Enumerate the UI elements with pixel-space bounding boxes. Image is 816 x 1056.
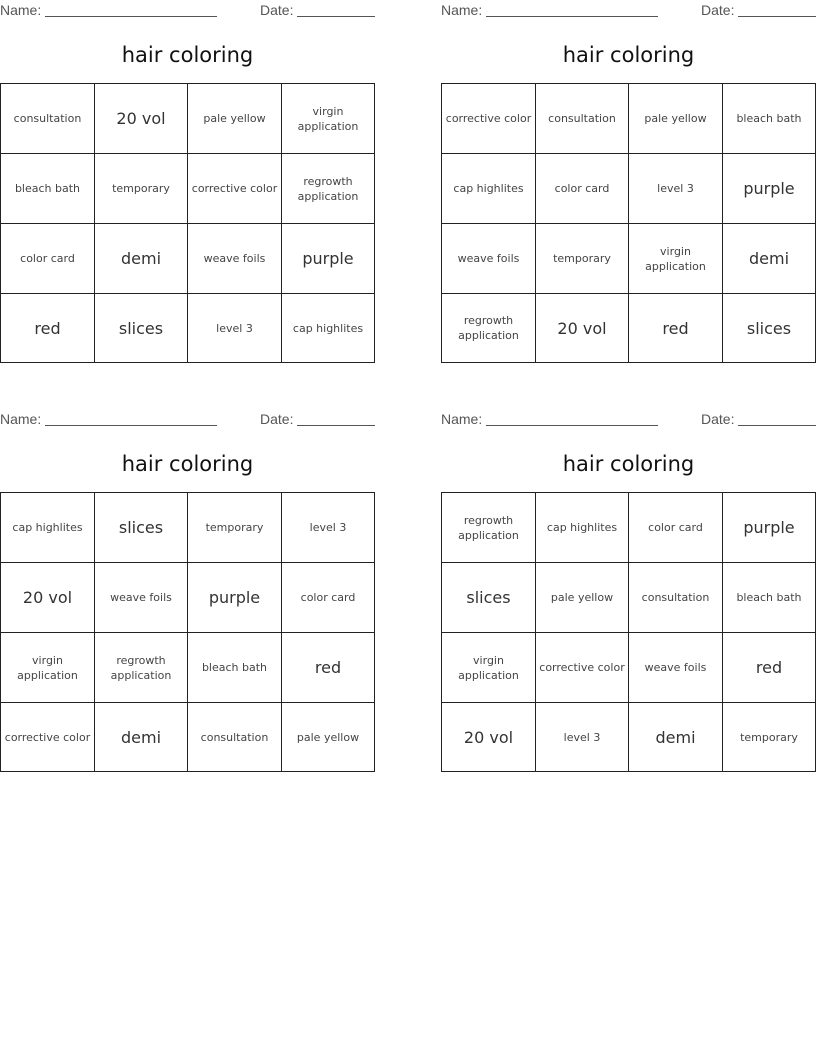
bingo-cell: 20 vol (1, 563, 95, 633)
bingo-cell: level 3 (188, 294, 282, 362)
name-blank-line (486, 16, 658, 17)
bingo-cell: purple (723, 154, 815, 224)
bingo-cell: regrowth application (282, 154, 374, 224)
name-label: Name: (0, 2, 42, 18)
bingo-cell: corrective color (188, 154, 282, 224)
date-blank-line (297, 425, 375, 426)
bingo-cell: pale yellow (188, 84, 282, 154)
bingo-cell: temporary (188, 493, 282, 563)
bingo-grid (441, 492, 816, 772)
bingo-cell: pale yellow (536, 563, 629, 633)
bingo-cell: 20 vol (536, 294, 629, 362)
bingo-cell: consultation (536, 84, 629, 154)
bingo-grid (0, 83, 375, 363)
card-title: hair coloring (121, 452, 254, 476)
bingo-cell: slices (95, 493, 188, 563)
bingo-card (441, 409, 816, 774)
name-blank-line (45, 425, 217, 426)
bingo-cell: purple (723, 493, 815, 563)
bingo-cell: color card (536, 154, 629, 224)
bingo-cell: demi (629, 703, 723, 771)
bingo-cell: temporary (740, 730, 798, 744)
date-label: Date: (701, 411, 735, 427)
bingo-cell: corrective color (536, 633, 629, 703)
bingo-cell: slices (95, 294, 188, 362)
bingo-cell: red (1, 294, 95, 362)
bingo-cell: virgin application (282, 84, 374, 154)
bingo-cell: demi (95, 224, 188, 294)
bingo-cell: pale yellow (296, 730, 360, 744)
bingo-cell: color card (1, 224, 95, 294)
bingo-cell: demi (95, 703, 188, 771)
bingo-cell: regrowth application (95, 633, 188, 703)
bingo-cell: level 3 (282, 493, 374, 563)
name-label: Name: (441, 411, 483, 427)
card-title: hair coloring (562, 43, 695, 67)
date-label: Date: (701, 2, 735, 18)
bingo-cell: 20 vol (442, 703, 536, 771)
bingo-cell: weave foils (629, 633, 723, 703)
bingo-card (441, 0, 816, 365)
date-label: Date: (260, 2, 294, 18)
bingo-cell: level 3 (536, 703, 629, 771)
bingo-cell: cap highlites (536, 493, 629, 563)
bingo-cell: cap highlites (292, 321, 364, 335)
bingo-cell: corrective color (442, 84, 536, 154)
bingo-cell: bleach bath (723, 563, 815, 633)
bingo-cell: bleach bath (723, 84, 815, 154)
card-title: hair coloring (121, 43, 254, 67)
bingo-cell: pale yellow (629, 84, 723, 154)
name-blank-line (486, 425, 658, 426)
name-date-header (0, 2, 375, 20)
bingo-cell: red (723, 633, 815, 703)
name-blank-line (45, 16, 217, 17)
date-blank-line (738, 16, 816, 17)
bingo-grid (0, 492, 375, 772)
bingo-cell: red (282, 633, 374, 703)
bingo-cell: bleach bath (188, 633, 282, 703)
date-blank-line (297, 16, 375, 17)
bingo-cell: red (629, 294, 723, 362)
bingo-cell: 20 vol (95, 84, 188, 154)
bingo-cell: bleach bath (1, 154, 95, 224)
bingo-cell: virgin application (442, 633, 536, 703)
bingo-card (0, 409, 375, 774)
bingo-cell: weave foils (95, 563, 188, 633)
bingo-cell: demi (723, 224, 815, 294)
card-title: hair coloring (562, 452, 695, 476)
bingo-cell: purple (188, 563, 282, 633)
bingo-cell: temporary (536, 224, 629, 294)
bingo-cell: virgin application (1, 633, 95, 703)
bingo-cell: consultation (1, 84, 95, 154)
bingo-cell: cap highlites (442, 154, 536, 224)
date-blank-line (738, 425, 816, 426)
bingo-cell: cap highlites (1, 493, 95, 563)
bingo-grid (441, 83, 816, 363)
name-label: Name: (441, 2, 483, 18)
bingo-cell: slices (442, 563, 536, 633)
bingo-cell: slices (746, 318, 792, 338)
bingo-cell: consultation (629, 563, 723, 633)
bingo-cell: weave foils (442, 224, 536, 294)
bingo-cell: regrowth application (442, 493, 536, 563)
bingo-cell: virgin application (629, 224, 723, 294)
name-date-header (441, 411, 816, 429)
bingo-cell: corrective color (1, 703, 95, 771)
bingo-cell: purple (282, 224, 374, 294)
date-label: Date: (260, 411, 294, 427)
bingo-cell: regrowth application (442, 294, 536, 362)
name-label: Name: (0, 411, 42, 427)
bingo-cell: color card (629, 493, 723, 563)
name-date-header (441, 2, 816, 20)
bingo-card (0, 0, 375, 365)
bingo-cell: weave foils (188, 224, 282, 294)
bingo-cell: temporary (95, 154, 188, 224)
bingo-cell: level 3 (629, 154, 723, 224)
bingo-cell: consultation (188, 703, 282, 771)
bingo-cell: color card (282, 563, 374, 633)
name-date-header (0, 411, 375, 429)
